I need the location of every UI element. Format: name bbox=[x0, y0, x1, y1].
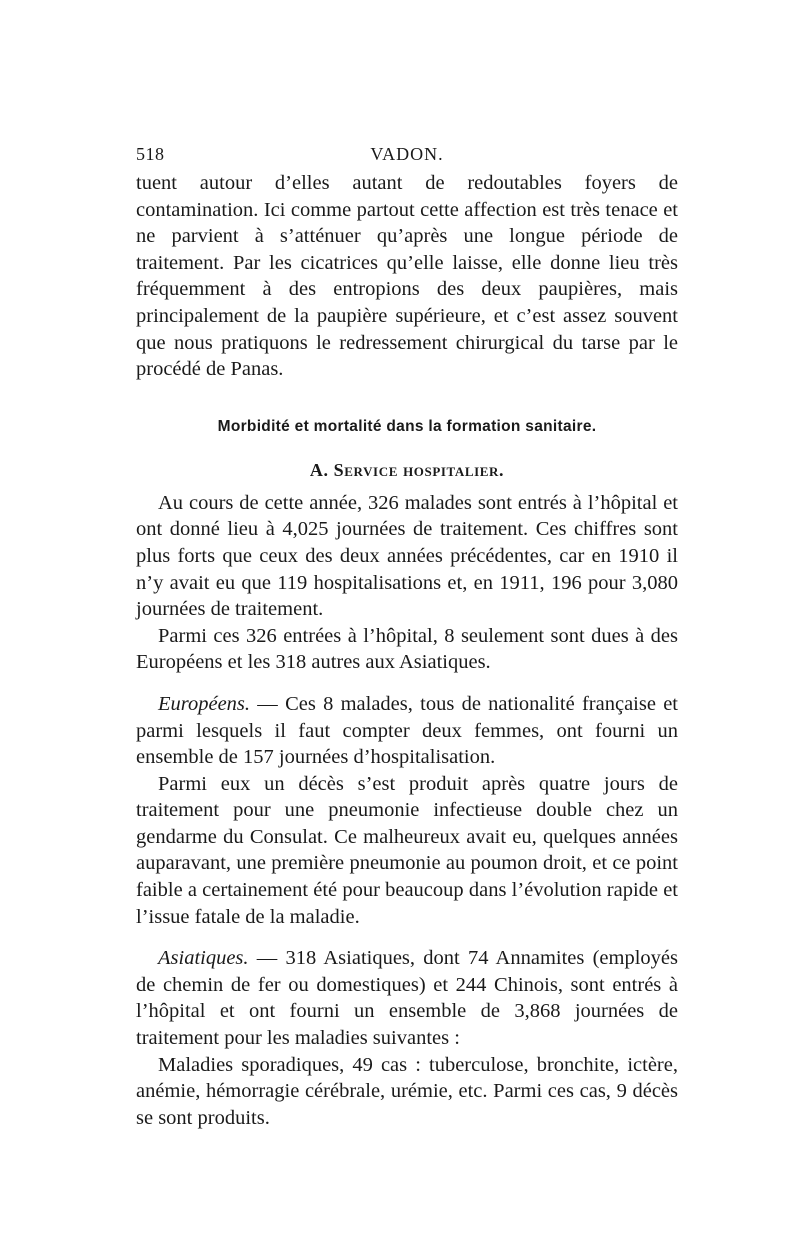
page-number: 518 bbox=[136, 144, 165, 164]
book-page bbox=[136, 140, 678, 1131]
run-in-heading-europeans: Européens. bbox=[158, 692, 251, 715]
section-heading: Morbidité et mortalité dans la formation sanitaire. bbox=[217, 417, 597, 435]
sub-heading-hospital-service: A. Service hospitalier. bbox=[309, 459, 505, 480]
paragraph-europeans bbox=[136, 691, 678, 771]
running-head bbox=[136, 140, 678, 170]
running-title: VADON. bbox=[370, 144, 444, 164]
paragraph-admissions-breakdown: Parmi ces 326 entrées à l’hôpital, 8 seulement sont dues à des Européens et les 318 autres aux Asiatiques. bbox=[136, 624, 678, 674]
paragraph-asiatics bbox=[136, 945, 678, 1051]
paragraph-european-death: Parmi eux un décès s’est produit après quatre jours de traitement pour une pneumonie infectieuse double chez un gendarme du Consulat. Ce malheureux avait eu, quelques années auparavant, une première pneumonie au poumon droit, et ce point faible a certainement été pour beaucoup dans l’évolution rapide et l’issue fatale de la maladie. bbox=[136, 772, 678, 928]
paragraph-trachoma-treatment: tuent autour d’elles autant de redoutables foyers de contamination. Ici comme partout cette affection est très tenace et ne parvient à s’atténuer qu’après une longue période de traitement. Par les cicatrices qu’elle laisse, elle donne lieu très fréquemment à des entropions des deux paupières, mais principalement de la paupière supérieure, et c’est assez souvent que nous pratiquons le redressement chirurgical du tarse par le procédé de Panas. bbox=[136, 172, 678, 381]
run-in-heading-asiatics: Asiatiques. bbox=[158, 947, 249, 970]
paragraph-sporadic-diseases: Maladies sporadiques, 49 cas : tuberculose, bronchite, ictère, anémie, hémorragie cérébrale, urémie, etc. Parmi ces cas, 9 décès se sont produits. bbox=[136, 1053, 678, 1129]
paragraph-admissions: Au cours de cette année, 326 malades sont entrés à l’hôpital et ont donné lieu à 4,025 journées de traitement. Ces chiffres sont plus forts que ceux des deux années précédentes, car en 1910 il n’y avait eu que 119 hospitalisations et, en 1911, 196 pour 3,080 journées de traitement. bbox=[136, 491, 678, 621]
paragraph-europeans-text: — Ces 8 malades, tous de nationalité française et parmi lesquels il faut compter deux femmes, ont fourni un ensemble de 157 journées d’hospitalisation. bbox=[136, 692, 678, 769]
paragraph-asiatics-text: — 318 Asiatiques, dont 74 Annamites (employés de chemin de fer ou domestiques) et 244 Chinois, sont entrés à l’hôpital et ont fourni un ensemble de 3,868 journées de traitement pour les maladies suivantes : bbox=[136, 947, 678, 1050]
